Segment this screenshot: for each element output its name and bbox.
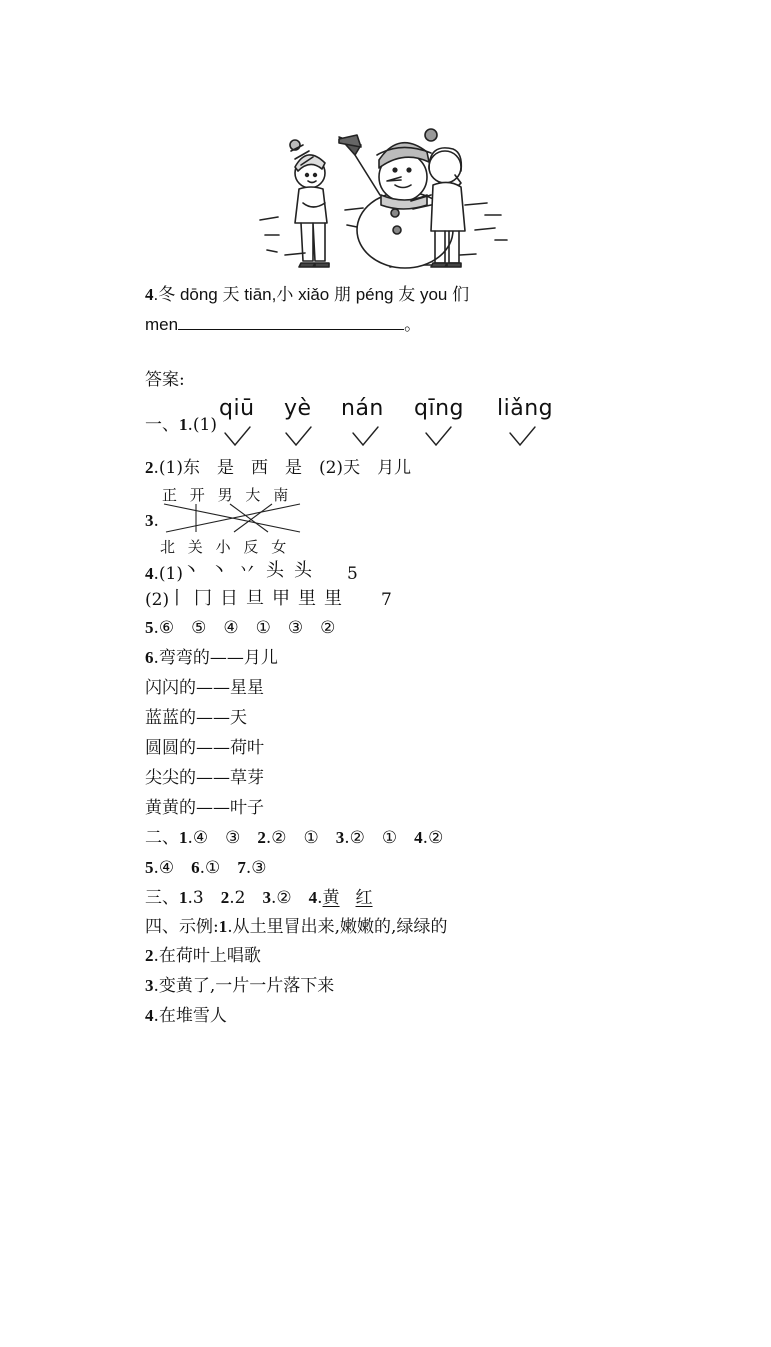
stroke: 里 bbox=[324, 588, 350, 609]
answer-text: .在荷叶上唱歌 bbox=[153, 946, 261, 966]
underlined-answer: 红 bbox=[355, 888, 373, 908]
question-number: 2 bbox=[257, 828, 266, 847]
section1-q5 bbox=[145, 617, 335, 639]
question-number: 4 bbox=[145, 564, 154, 583]
answer-text: .从土里冒出来,嫩嫩的,绿绿的 bbox=[227, 917, 448, 937]
question-number: 3 bbox=[145, 511, 154, 530]
period: 。 bbox=[404, 315, 422, 334]
char: 反 bbox=[243, 538, 259, 556]
stroke: 丶 bbox=[182, 560, 210, 581]
answer-text: .③ bbox=[245, 858, 267, 878]
section1-q6-line4: 圆圆的——荷叶 bbox=[145, 738, 264, 758]
question-number: 5 bbox=[145, 618, 154, 637]
section4-line1 bbox=[145, 916, 447, 938]
section1-q4-line1 bbox=[145, 563, 183, 585]
answer-text: .(1)东 是 西 是 (2)天 月儿 bbox=[153, 458, 412, 478]
answer-text: .变黄了,一片一片落下来 bbox=[153, 976, 335, 996]
question-4-line1 bbox=[145, 284, 469, 306]
section2-line1 bbox=[145, 827, 443, 849]
pinyin-5: liǎng bbox=[497, 396, 554, 421]
section4-line2 bbox=[145, 945, 261, 967]
matching-bottom-row bbox=[160, 536, 286, 557]
check-icon bbox=[426, 427, 451, 445]
question-number: 3 bbox=[335, 828, 345, 847]
question-text: .冬 dōng 天 tiān,小 xiǎo 朋 péng 友 you 们 bbox=[153, 285, 470, 304]
answer-blank bbox=[178, 317, 404, 330]
question-number: 4 bbox=[145, 285, 154, 304]
section3-line bbox=[145, 887, 373, 909]
stroke: 丷 bbox=[238, 560, 266, 581]
question-number: 4 bbox=[414, 828, 423, 847]
pinyin-3: nán bbox=[341, 396, 384, 421]
matching-lines bbox=[160, 502, 310, 536]
question-number: 1 bbox=[179, 888, 188, 907]
subquestion: .(1) bbox=[187, 415, 217, 435]
question-number: 6 bbox=[191, 858, 200, 877]
char: 小 bbox=[215, 538, 231, 556]
stroke: 头 bbox=[294, 560, 322, 581]
answer-text: .④ bbox=[153, 858, 192, 878]
question-number: 2 bbox=[220, 888, 230, 907]
section-prefix: 二、 bbox=[145, 828, 179, 848]
question-number: 6 bbox=[145, 648, 154, 667]
section4-line4 bbox=[145, 1005, 227, 1027]
question-number: 2 bbox=[145, 946, 154, 965]
underlined-answer: 黄 bbox=[322, 888, 340, 908]
check-icon bbox=[510, 427, 535, 445]
section1-q6-line5: 尖尖的——草芽 bbox=[145, 768, 264, 788]
char: 北 bbox=[160, 538, 176, 556]
answer-text: .在堆雪人 bbox=[153, 1006, 227, 1026]
answer-text: .② bbox=[270, 888, 309, 908]
char: 正 bbox=[162, 486, 178, 504]
stroke: 头 bbox=[266, 560, 294, 581]
stroke: 冂 bbox=[194, 588, 220, 609]
section1-q6-line2: 闪闪的——星星 bbox=[145, 678, 264, 698]
stroke-sequence-2 bbox=[168, 584, 350, 610]
question-number: 1 bbox=[179, 415, 188, 434]
answer-text: .3 bbox=[187, 888, 221, 908]
question-number: 4 bbox=[308, 888, 318, 907]
answer-text: .① bbox=[199, 858, 238, 878]
question-number: 5 bbox=[145, 858, 154, 877]
question-number: 7 bbox=[237, 858, 246, 877]
section1-q4-sub2: (2) bbox=[145, 590, 170, 610]
answer-text: .⑥ ⑤ ④ ① ③ ② bbox=[153, 618, 336, 638]
answer-text: .2 bbox=[229, 888, 263, 908]
char: 南 bbox=[273, 486, 289, 504]
section1-q2 bbox=[145, 457, 411, 479]
section-prefix: 三、 bbox=[145, 888, 179, 908]
question-number: 2 bbox=[145, 458, 154, 477]
answer-text: .④ ③ bbox=[187, 828, 258, 848]
subquestion: .(1) bbox=[153, 564, 183, 584]
char: 大 bbox=[245, 486, 261, 504]
question-4-line2 bbox=[145, 314, 421, 336]
section1-q1-label bbox=[145, 414, 217, 436]
question-number: 1 bbox=[218, 917, 228, 936]
question-number: 3 bbox=[262, 888, 271, 907]
section1-q6-line1 bbox=[145, 647, 278, 669]
section1-q6-line3: 蓝蓝的——天 bbox=[145, 708, 247, 728]
section-prefix: 四、示例: bbox=[145, 917, 219, 937]
snowman-illustration bbox=[255, 115, 525, 275]
section-prefix: 一、 bbox=[145, 415, 179, 435]
char: 男 bbox=[217, 486, 233, 504]
stroke: 丶 bbox=[210, 560, 238, 581]
stroke: 里 bbox=[298, 588, 324, 609]
check-marks bbox=[220, 425, 550, 451]
section4-line3 bbox=[145, 975, 334, 997]
stroke: 甲 bbox=[272, 588, 298, 609]
section2-line2 bbox=[145, 857, 266, 879]
char: 关 bbox=[187, 538, 203, 556]
stroke: 日 bbox=[220, 588, 246, 609]
stroke: 丨 bbox=[168, 588, 194, 609]
question-number: 1 bbox=[179, 828, 188, 847]
stroke-sequence-1 bbox=[182, 556, 322, 582]
stroke-count-2: 7 bbox=[381, 590, 392, 610]
char: 开 bbox=[189, 486, 205, 504]
question-number: 3 bbox=[145, 976, 154, 995]
pinyin-men: men bbox=[145, 315, 179, 334]
answer-text: .② ① bbox=[344, 828, 415, 848]
check-icon bbox=[286, 427, 311, 445]
section1-q3-label bbox=[145, 510, 159, 532]
answer-text: . bbox=[317, 888, 323, 908]
pinyin-1: qiū bbox=[219, 396, 255, 421]
answer-text: .② bbox=[422, 828, 444, 848]
stroke-count-1: 5 bbox=[347, 564, 358, 584]
stroke: 旦 bbox=[246, 588, 272, 609]
pinyin-2: yè bbox=[284, 396, 312, 421]
char: 女 bbox=[271, 538, 287, 556]
section1-q6-line6: 黄黄的——叶子 bbox=[145, 798, 264, 818]
question-number: 4 bbox=[145, 1006, 154, 1025]
check-icon bbox=[353, 427, 378, 445]
answer-text: .② ① bbox=[265, 828, 336, 848]
pinyin-4: qīng bbox=[414, 396, 464, 421]
answer-text: .弯弯的——月儿 bbox=[153, 648, 278, 668]
dot: . bbox=[153, 511, 159, 531]
answer-heading: 答案: bbox=[145, 370, 185, 390]
check-icon bbox=[225, 427, 250, 445]
